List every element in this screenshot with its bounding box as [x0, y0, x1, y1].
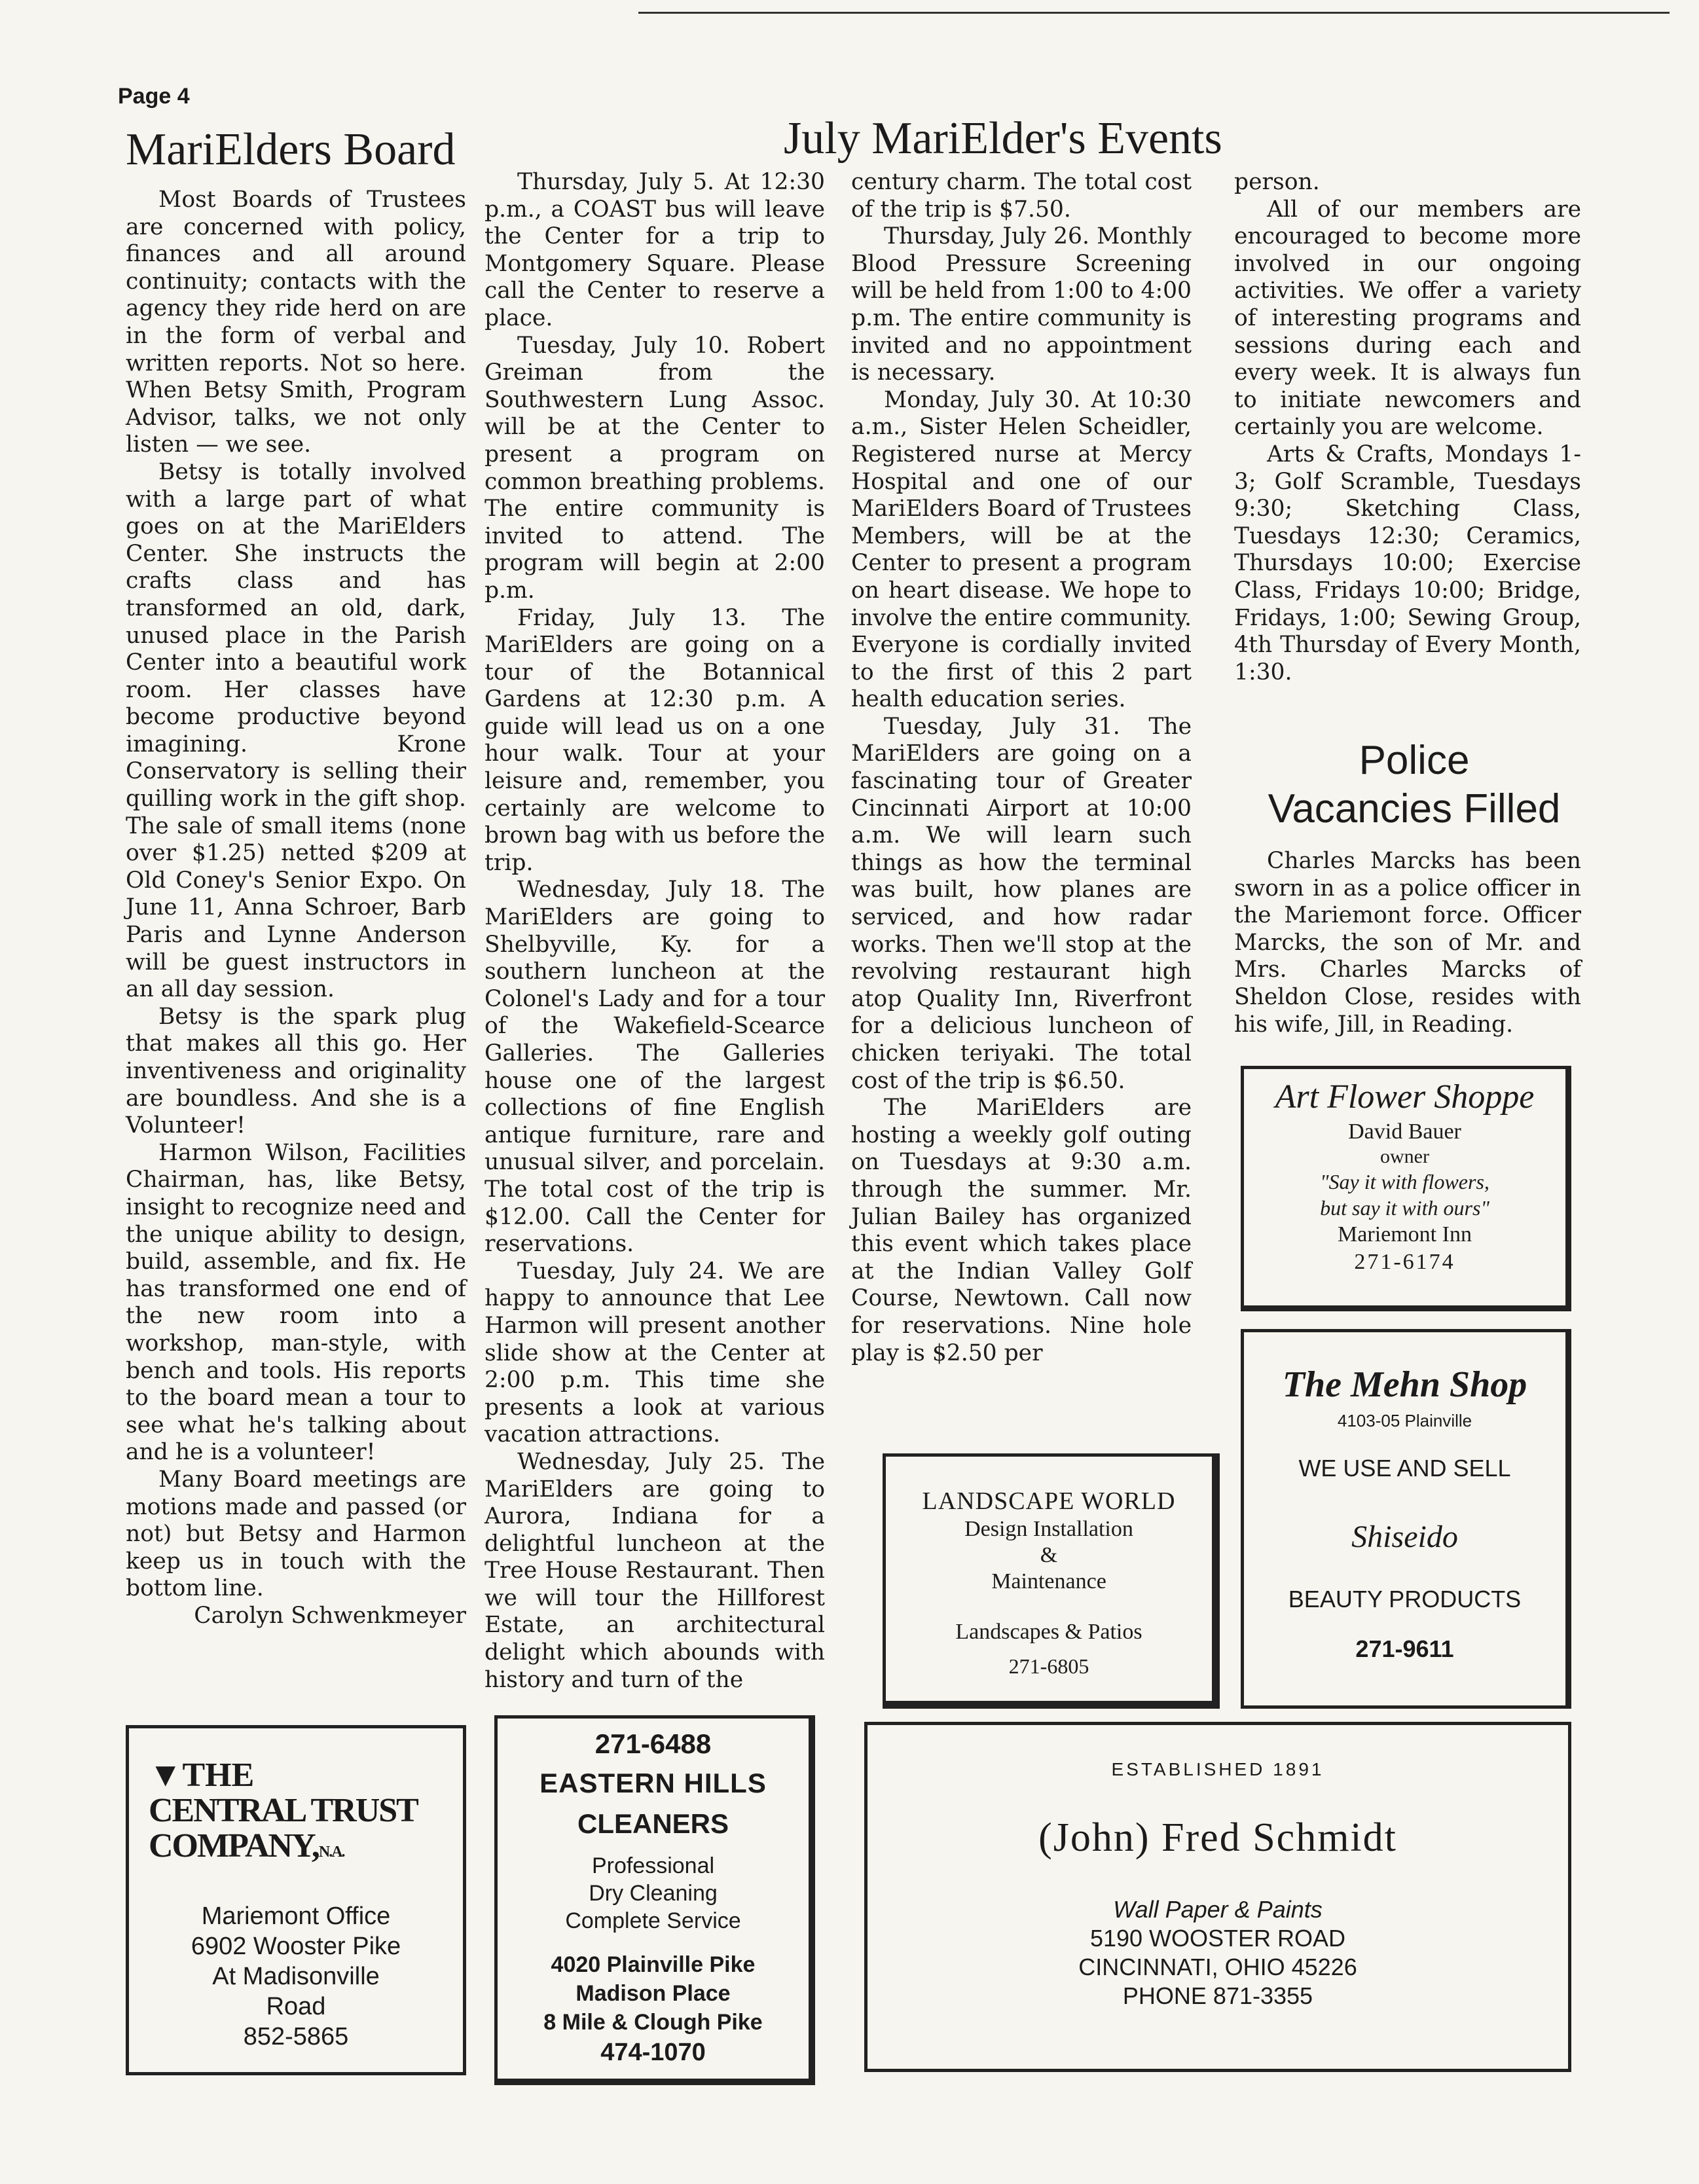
eastern-hills-cleaners-ad	[494, 1715, 815, 2085]
schmidt-name: (John) Fred Schmidt	[1038, 1815, 1397, 1860]
central-trust-suffix: N.A.	[318, 1844, 344, 1861]
police-title-line-2: Vacancies Filled	[1268, 786, 1561, 831]
central-trust-address: 6902 Wooster Pike	[191, 1933, 401, 1960]
board-paragraph: Many Board meetings are motions made and passed (or not) but Betsy and Harmon keep us in touch with the bottom line.	[126, 1466, 466, 1602]
board-article	[126, 187, 466, 1629]
events-title: July MariElder's Events	[784, 113, 1222, 164]
cleaners-phone-bottom: 474-1070	[600, 2039, 706, 2066]
cleaners-address: Madison Place	[575, 1981, 731, 2006]
landscape-world-line: &	[1040, 1543, 1058, 1567]
event-item: Wednesday, July 18. The MariElders are going to Shelbyville, Ky. for a southern luncheon at the Colonel's Lady and for a tour of the Wakefield-Scearce Galleries. The Galleries house one of the largest collections of fine English antique furniture, rare and unusual silver, and porcelain. The total cost of the trip is $12.00. Call the Center for reservations.	[484, 877, 825, 1258]
mehn-shop-phone: 271-9611	[1355, 1635, 1454, 1662]
mehn-shop-products: BEAUTY PRODUCTS	[1288, 1586, 1522, 1612]
flower-shoppe-slogan: "Say it with flowers,	[1320, 1170, 1489, 1193]
cleaners-phone-top: 271-6488	[594, 1728, 712, 1759]
landscape-world-ad	[883, 1453, 1220, 1709]
schmidt-line: CINCINNATI, OHIO 45226	[1078, 1954, 1357, 1980]
central-trust-name-line	[149, 1829, 463, 1870]
board-paragraph: Harmon Wilson, Facilities Chairman, has, like Betsy, insight to recognize need and the unique ability to design, build, assemble, and fix. He has transformed one end of the new room into a workshop, man-style, with bench and tools. His reports to the board mean a tour to see what he's talking about and he is a volunteer!	[126, 1139, 466, 1466]
central-trust-name: ▼THE	[149, 1756, 255, 1794]
schmidt-phone: PHONE 871-3355	[1122, 1982, 1313, 2009]
central-trust-address: Road	[266, 1993, 326, 2020]
central-trust-company: COMPANY,	[149, 1827, 319, 1865]
landscape-world-line: Landscapes & Patios	[955, 1620, 1142, 1644]
event-item: Friday, July 13. The MariElders are going on a tour of the Botannical Gardens at 12:30 p.m. A guide will lead us on a one hour walk. Tour at your leisure and, remember, you certainly are welcome to brown bag with us before the trip.	[484, 604, 825, 876]
police-title-line-1: Police	[1359, 738, 1470, 783]
cleaners-name: EASTERN HILLS	[539, 1768, 767, 1798]
board-paragraph: Betsy is the spark plug that makes all this go. Her inventiveness and originality are boundless. And she is a Volunteer!	[126, 1003, 466, 1139]
central-trust-phone: 852-5865	[243, 2023, 349, 2050]
cleaners-name: CLEANERS	[577, 1808, 729, 1839]
event-item: Tuesday, July 24. We are happy to announce that Lee Harmon will present another slide show at the Center at 2:00 p.m. This time she presents a look at various vacation attractions.	[484, 1258, 825, 1448]
landscape-world-line: Maintenance	[991, 1569, 1106, 1593]
event-item: person.	[1234, 169, 1320, 195]
flower-shoppe-ad	[1241, 1066, 1571, 1311]
events-column-3	[1234, 169, 1581, 686]
mehn-shop-ad	[1241, 1329, 1571, 1709]
event-item: Tuesday, July 10. Robert Greiman from the Southwestern Lung Assoc. will be at the Center to present a program on common breathing problems. The entire community is invited to attend. The program will begin at 2:00 p.m.	[484, 332, 825, 604]
landscape-world-line: Design Installation	[964, 1517, 1133, 1541]
mehn-shop-name: The Mehn Shop	[1282, 1364, 1527, 1405]
event-item: The MariElders are hosting a weekly golf outing on Tuesdays at 9:30 a.m. through the summer. Mr. Julian Bailey has organized this event which takes place at the Indian Valley Golf Course, Newtown. Call now for reservations. Nine hole play is $2.50 per	[851, 1095, 1192, 1366]
flower-shoppe-owner: David Bauer	[1348, 1119, 1461, 1144]
mehn-shop-brand-logo: Shiseido	[1351, 1520, 1458, 1554]
cleaners-service: Complete Service	[565, 1908, 741, 1933]
board-paragraph: Most Boards of Trustees are concerned with policy, finances and all around continuity; contacts with the agency they ride herd on are in the form of verbal and written reports. Not so here. When Betsy Smith, Program Advisor, talks, we not only listen — we see.	[126, 187, 466, 458]
event-item: Monday, July 30. At 10:30 a.m., Sister Helen Scheidler, Registered nurse at Mercy Hospital and one of our MariElders Board of Trustees Members, will be at the Center to present a program on heart disease. We hope to involve the entire community. Everyone is cordially invited to the first of this 2 part health education series.	[851, 386, 1192, 713]
mehn-shop-address: 4103-05 Plainville	[1337, 1411, 1472, 1430]
board-paragraph: Betsy is totally involved with a large part of what goes on at the MariElders Center. She instructs the crafts class and has transformed an old, dark, unused place in the Parish Center into a beautiful work room. Her classes have become productive beyond imagining. Krone Conservatory is selling their quilling work in the gift shop. The sale of small items (none over $1.25) netted $209 at Old Coney's Senior Expo. On June 11, Anna Schroer, Barb Paris and Lynne Anderson will be guest instructors in an all day session.	[126, 458, 466, 1003]
page-number: Page 4	[118, 84, 190, 109]
events-column-1	[484, 169, 825, 1694]
schmidt-established: ESTABLISHED 1891	[1111, 1759, 1324, 1779]
schmidt-line: 5190 WOOSTER ROAD	[1089, 1925, 1346, 1952]
landscape-world-phone: 271-6805	[1008, 1654, 1089, 1678]
flower-shoppe-location: Mariemont Inn	[1338, 1222, 1472, 1247]
top-rule	[638, 12, 1670, 14]
flower-shoppe-slogan: but say it with ours"	[1320, 1196, 1489, 1220]
cleaners-address: 8 Mile & Clough Pike	[543, 2010, 763, 2035]
flower-shoppe-phone: 271-6174	[1354, 1250, 1455, 1274]
event-item: All of our members are encouraged to become more involved in our ongoing activities. We offer a variety of interesting programs and sessions during each and every week. It is always fun to initiate newcomers and certainly you are welcome.	[1234, 196, 1581, 441]
cleaners-service: Dry Cleaning	[589, 1881, 718, 1906]
cleaners-service: Professional	[591, 1853, 715, 1878]
flower-shoppe-role: owner	[1380, 1146, 1429, 1167]
police-title	[1231, 737, 1598, 833]
landscape-world-name: LANDSCAPE WORLD	[922, 1487, 1176, 1515]
event-item: Wednesday, July 25. The MariElders are going to Aurora, Indiana for a delightful luncheon at the Tree House Restaurant. Then we will tour the Hillforest Estate, an architectural delight which abounds with history and turn of the	[484, 1448, 825, 1693]
flower-shoppe-name: Art Flower Shoppe	[1275, 1078, 1535, 1116]
event-item: Thursday, July 5. At 12:30 p.m., a COAST bus will leave the Center for a trip to Montgomery Square. Please call the Center to reserve a place.	[484, 169, 825, 331]
board-title: MariElders Board	[126, 124, 456, 175]
central-trust-name-line: CENTRAL TRUST	[149, 1792, 418, 1829]
cleaners-address: 4020 Plainville Pike	[551, 1952, 756, 1977]
central-trust-name-line: THE	[182, 1756, 255, 1794]
event-item: Tuesday, July 31. The MariElders are going on a fascinating tour of Greater Cincinnati Airport at 10:00 a.m. We will learn such things as how the terminal was built, how planes are serviced, and how radar works. Then we'll stop at the revolving restaurant high atop Quality Inn, Riverfront for a delicious luncheon of chicken teriyaki. The total cost of the trip is $6.50.	[851, 713, 1192, 1094]
mehn-shop-tagline: WE USE AND SELL	[1298, 1455, 1511, 1482]
event-item: Thursday, July 26. Monthly Blood Pressure Screening will be held from 1:00 to 4:00 p.m. The entire community is invited and no appointment is necessary.	[851, 223, 1192, 386]
central-trust-office: Mariemont Office	[201, 1902, 391, 1930]
events-column-2	[851, 169, 1192, 1367]
board-author: Carolyn Schwenkmeyer	[194, 1602, 466, 1629]
police-body: Charles Marcks has been sworn in as a police officer in the Mariemont force. Officer Marcks, the son of Mr. and Mrs. Charles Marcks of Sheldon Close, resides with his wife, Jill, in Reading.	[1234, 848, 1581, 1038]
fred-schmidt-ad	[864, 1722, 1571, 2072]
police-article	[1234, 848, 1581, 1038]
event-item: century charm. The total cost of the trip is $7.50.	[851, 169, 1192, 223]
event-item: Arts & Crafts, Mondays 1-3; Golf Scramble, Tuesdays 9:30; Sketching Class, Tuesdays 12:30; Ceramics, Thursdays 10:00; Exercise Class, Fridays 10:00; Bridge, Fridays, 1:00; Sewing Group, 4th Thursday of Every Month, 1:30.	[1234, 441, 1581, 685]
schmidt-line: Wall Paper & Paints	[1113, 1896, 1323, 1923]
central-trust-address: At Madisonville	[212, 1963, 380, 1990]
central-trust-ad	[126, 1725, 466, 2075]
